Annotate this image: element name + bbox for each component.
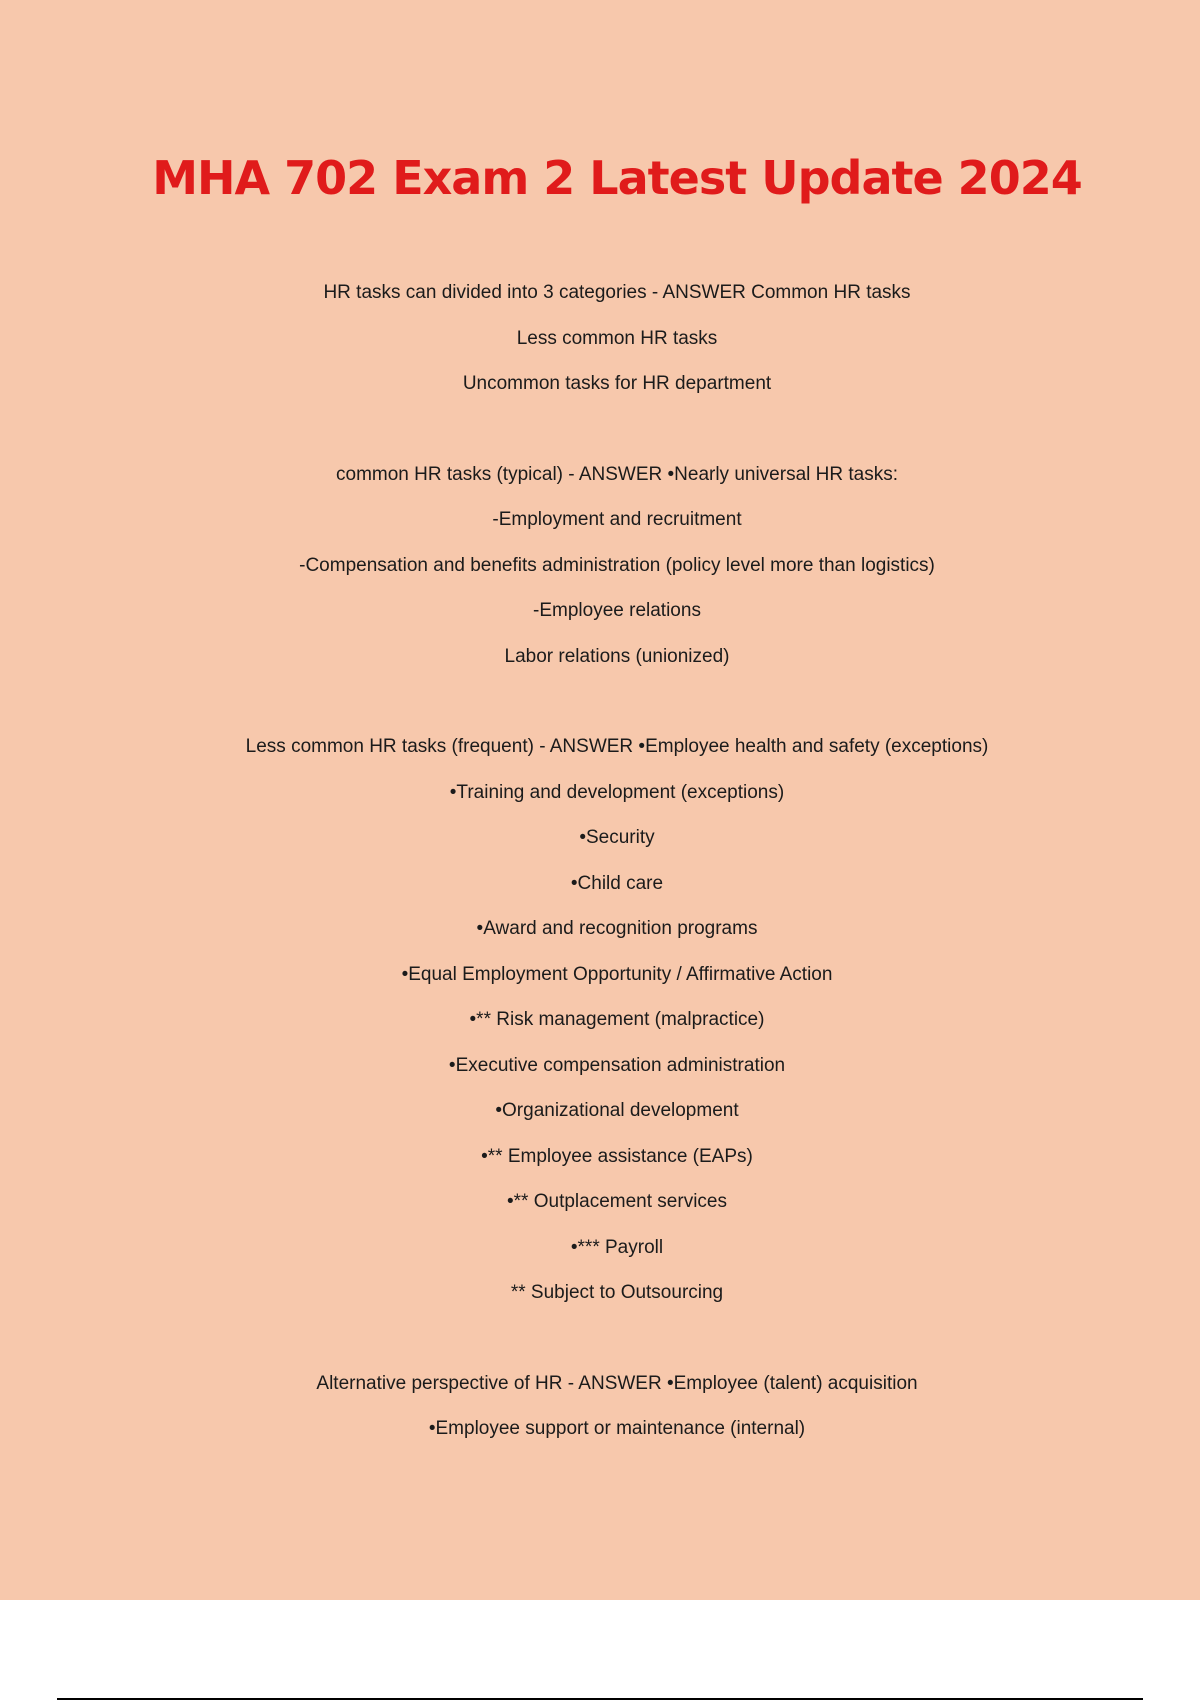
qa-block-common-hr-tasks [0, 452, 1200, 680]
qa-block-hr-categories [0, 270, 1200, 407]
qa-block-less-common-hr-tasks [0, 724, 1200, 1316]
text-line: •Child care [570, 872, 664, 894]
text-line: Uncommon tasks for HR department [462, 373, 772, 394]
document-title: MHA 702 Exam 2 Latest Update 2024 [152, 151, 1082, 205]
text-line: •*** Payroll [570, 1236, 664, 1258]
text-line: •Training and development (exceptions) [449, 781, 785, 803]
text-line: -Employment and recruitment [492, 509, 742, 530]
text-line: Less common HR tasks [516, 327, 718, 349]
text-line: •Executive compensation administration [448, 1054, 786, 1076]
qa-block-alternative-perspective [0, 1361, 1200, 1452]
text-line: •Employee support or maintenance (internal) [428, 1418, 806, 1439]
text-line: ** Subject to Outsourcing [510, 1282, 724, 1303]
text-line: •Security [579, 827, 655, 848]
text-line: •Equal Employment Opportunity / Affirmative Action [401, 963, 833, 985]
text-line: •** Risk management (malpractice) [469, 1009, 765, 1030]
text-line: HR tasks can divided into 3 categories - ANSWER Common HR tasks [323, 282, 911, 303]
text-line: Alternative perspective of HR - ANSWER •Employee (talent) acquisition [316, 1372, 918, 1394]
text-line: -Compensation and benefits administration (policy level more than logistics) [299, 554, 935, 576]
text-line: •Award and recognition programs [476, 918, 758, 939]
text-line: common HR tasks (typical) - ANSWER •Nearly universal HR tasks: [336, 463, 898, 485]
text-line: Less common HR tasks (frequent) - ANSWER •Employee health and safety (exceptions) [245, 736, 989, 757]
document-content [0, 270, 1200, 1497]
text-line: Labor relations (unionized) [504, 645, 730, 667]
text-line: •Organizational development [495, 1100, 739, 1121]
text-line: •** Employee assistance (EAPs) [481, 1145, 753, 1167]
text-line: -Employee relations [533, 600, 701, 621]
text-line: •** Outplacement services [507, 1191, 727, 1212]
